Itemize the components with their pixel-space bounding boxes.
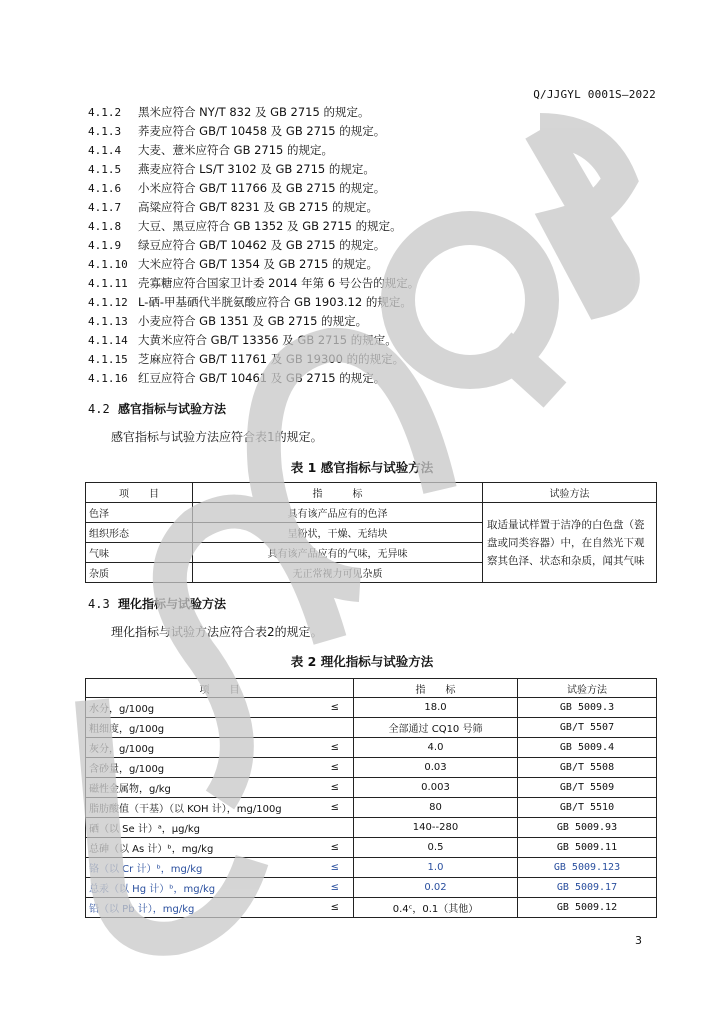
item-cell: 组织形态 [86,523,193,543]
indicator-cell: 18.0 [354,698,518,718]
clause-number: 4.1.11 [88,277,128,290]
indicator-cell: 呈粉状，干燥、无结块 [193,523,483,543]
watermark-letter-b [540,130,623,300]
method-cell: GB 5009.123 [518,858,657,878]
item-cell: 杂质 [86,563,193,583]
indicator-cell: 0.5 [354,838,518,858]
clause-number: 4.1.7 [88,201,122,214]
clause-item [88,198,419,217]
clause-item [88,369,419,388]
clause-number: 4.1.5 [88,163,122,176]
item-cell: 磁性金属物，g/kg [86,778,316,798]
indicator-cell: 全部通过 CQ10 号筛 [354,718,518,738]
watermark-letter-q-tail [500,345,555,395]
method-cell: GB/T 5507 [518,718,657,738]
clause-text: 荞麦应符合 GB/T 10458 及 GB 2715 的规定。 [138,124,386,138]
clause-item [88,293,419,312]
clause-number: 4.1.12 [88,296,128,309]
table-row [86,758,657,778]
comparator-cell: ≤ [316,878,354,898]
indicator-cell: 0.4ᶜ，0.1（其他） [354,898,518,918]
comparator-cell: ≤ [316,838,354,858]
sensory-table [85,482,657,583]
column-header: 试验方法 [518,679,657,698]
clause-number: 4.1.14 [88,334,128,347]
clause-number: 4.1.8 [88,220,122,233]
table-row [86,838,657,858]
clause-item [88,179,419,198]
clause-item [88,103,419,122]
clause-text: 大黄米应符合 GB/T 13356 及 GB 2715 的规定。 [138,333,397,347]
method-cell: 取适量试样置于洁净的白色盘（瓷盘或同类容器）中，在自然光下观察其色泽、状态和杂质，闻其气味 [483,503,657,583]
method-cell: GB 5009.11 [518,838,657,858]
item-cell: 脂肪酸值（干基）（以 KOH 计），mg/100g [86,798,316,818]
clause-number: 4.1.9 [88,239,122,252]
comparator-cell: ≤ [316,898,354,918]
clause-number: 4.1.2 [88,106,122,119]
clause-item [88,331,419,350]
clause-text: 芝麻应符合 GB/T 11761 及 GB 19300 的的规定。 [138,352,405,366]
item-cell: 铬（以 Cr 计）ᵇ，mg/kg [86,858,316,878]
clause-item [88,122,419,141]
method-cell: GB 5009.93 [518,818,657,838]
clause-text: 大米应符合 GB/T 1354 及 GB 2715 的规定。 [138,257,378,271]
section-title: 理化指标与试验方法 [118,597,227,611]
item-cell: 硒（以 Se 计）ᵃ，μg/kg [86,818,316,838]
method-cell: GB/T 5509 [518,778,657,798]
section-heading-4-2 [88,400,226,417]
table-row [86,818,657,838]
clause-text: 大麦、薏米应符合 GB 2715 的规定。 [138,143,334,157]
comparator-cell: ≤ [316,798,354,818]
clause-text: 黑米应符合 NY/T 832 及 GB 2715 的规定。 [138,105,370,119]
column-header: 试验方法 [483,483,657,503]
clause-item [88,160,419,179]
comparator-cell: ≤ [316,858,354,878]
indicator-cell: 1.0 [354,858,518,878]
watermark-letter-q [398,228,542,372]
item-cell: 气味 [86,543,193,563]
table-row [86,738,657,758]
clause-text: 小米应符合 GB/T 11766 及 GB 2715 的规定。 [138,181,386,195]
clause-item [88,217,419,236]
item-cell: 含砂量，g/100g [86,758,316,778]
method-cell: GB 5009.17 [518,878,657,898]
column-header: 项 目 [86,483,193,503]
indicator-cell: 4.0 [354,738,518,758]
physicochemical-table [85,678,657,918]
column-header: 项 目 [86,679,354,698]
table-row [86,858,657,878]
indicator-cell: 80 [354,798,518,818]
comparator-cell: ≤ [316,758,354,778]
clause-number: 4.1.6 [88,182,122,195]
indicator-cell: 具有该产品应有的色泽 [193,503,483,523]
column-header: 指 标 [354,679,518,698]
table-row [86,798,657,818]
clause-text: 壳寡糖应符合国家卫计委 2014 年第 6 号公告的规定。 [138,276,420,290]
clause-text: 红豆应符合 GB/T 10461 及 GB 2715 的规定。 [138,371,386,385]
comparator-cell [316,718,354,738]
page-number: 3 [635,934,642,947]
indicator-cell: 无正常视力可见杂质 [193,563,483,583]
comparator-cell: ≤ [316,698,354,718]
table-row [86,698,657,718]
item-cell: 铅（以 Pb 计），mg/kg [86,898,316,918]
indicator-cell: 140--280 [354,818,518,838]
clause-item [88,141,419,160]
clause-item [88,312,419,331]
method-cell: GB 5009.4 [518,738,657,758]
indicator-cell: 0.03 [354,758,518,778]
item-cell: 色泽 [86,503,193,523]
clause-number: 4.1.15 [88,353,128,366]
clause-number: 4.1.3 [88,125,122,138]
item-cell: 水分，g/100g [86,698,316,718]
clause-text: 大豆、黑豆应符合 GB 1352 及 GB 2715 的规定。 [138,219,402,233]
section-number: 4.2 [88,402,110,416]
clause-number: 4.1.16 [88,372,128,385]
comparator-cell: ≤ [316,778,354,798]
indicator-cell: 0.02 [354,878,518,898]
clause-text: 小麦应符合 GB 1351 及 GB 2715 的规定。 [138,314,368,328]
column-header: 指 标 [193,483,483,503]
clause-item [88,255,419,274]
document-code: Q/JJGYL 0001S—2022 [533,88,656,101]
table-row [86,718,657,738]
item-cell: 总汞（以 Hg 计）ᵇ，mg/kg [86,878,316,898]
method-cell: GB 5009.3 [518,698,657,718]
section-title: 感官指标与试验方法 [118,402,227,416]
clause-item [88,350,419,369]
method-cell: GB/T 5510 [518,798,657,818]
table2-caption: 表 2 理化指标与试验方法 [290,654,434,669]
clause-text: 燕麦应符合 LS/T 3102 及 GB 2715 的规定。 [138,162,375,176]
clause-number: 4.1.10 [88,258,128,271]
table-row [86,878,657,898]
comparator-cell: ≤ [316,738,354,758]
indicator-cell: 0.003 [354,778,518,798]
clause-list [88,103,419,388]
table-row [86,778,657,798]
clause-text: 高粱应符合 GB/T 8231 及 GB 2715 的规定。 [138,200,378,214]
section-heading-4-3 [88,595,226,612]
clause-item [88,236,419,255]
clause-number: 4.1.4 [88,144,122,157]
table1-caption: 表 1 感官指标与试验方法 [290,460,434,475]
section-paragraph: 理化指标与试验方法应符合表2的规定。 [111,625,323,639]
clause-text: L-硒-甲基硒代半胱氨酸应符合 GB 1903.12 的规定。 [138,295,412,309]
item-cell: 粗细度，g/100g [86,718,316,738]
comparator-cell [316,818,354,838]
clause-item [88,274,419,293]
table-header-row [86,483,657,503]
indicator-cell: 具有该产品应有的气味，无异味 [193,543,483,563]
table-row [86,898,657,918]
method-cell: GB/T 5508 [518,758,657,778]
clause-text: 绿豆应符合 GB/T 10462 及 GB 2715 的规定。 [138,238,386,252]
section-paragraph: 感官指标与试验方法应符合表1的规定。 [111,430,323,444]
table-header-row [86,679,657,698]
table-row [86,503,657,523]
item-cell: 总砷（以 As 计）ᵇ，mg/kg [86,838,316,858]
method-cell: GB 5009.12 [518,898,657,918]
section-number: 4.3 [88,597,110,611]
item-cell: 灰分，g/100g [86,738,316,758]
clause-number: 4.1.13 [88,315,128,328]
